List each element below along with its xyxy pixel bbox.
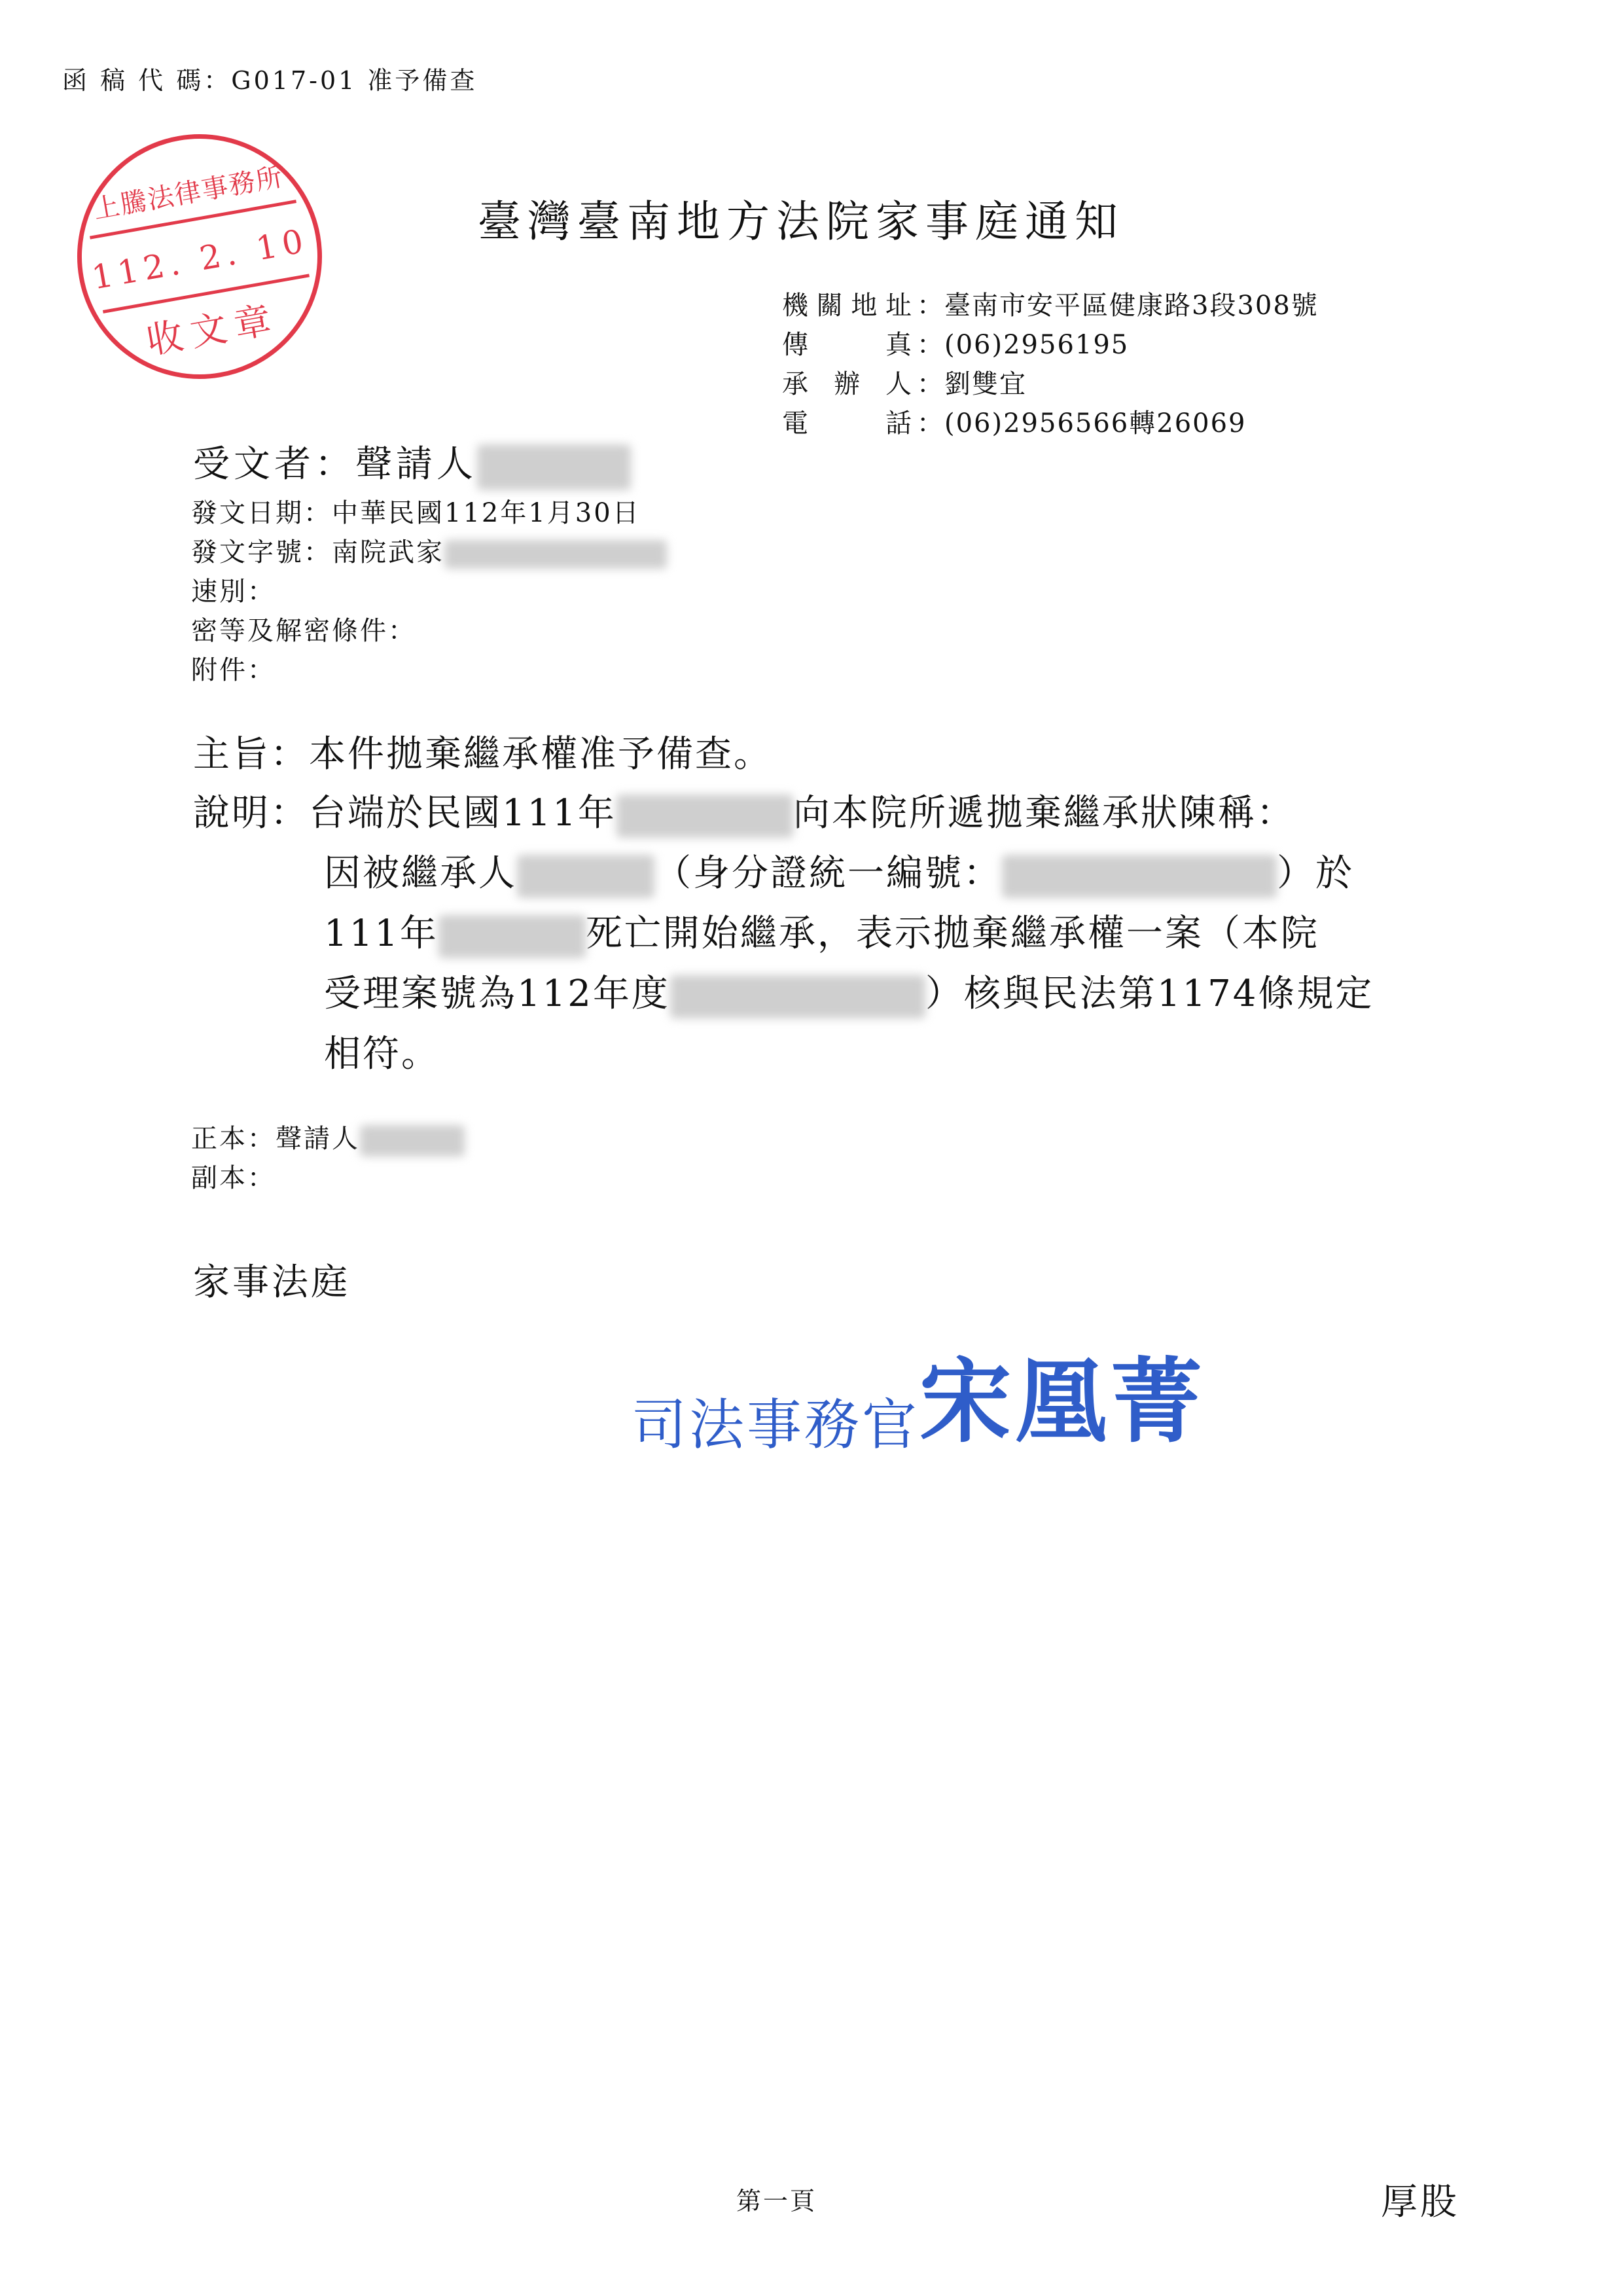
redacted-case-number	[670, 975, 925, 1018]
redacted-death-date	[438, 915, 586, 958]
secrecy: 密等及解密條件：	[191, 616, 416, 646]
signature-name: 宋凰菁	[919, 1349, 1207, 1456]
original-label: 正本：	[191, 1124, 276, 1154]
explanation-line-4	[324, 965, 1374, 1018]
copy-recipient: 副本：	[191, 1163, 276, 1193]
explanation-line-2	[324, 844, 1354, 898]
explanation-text: 因被繼承人	[324, 852, 517, 895]
redacted-original-name	[360, 1125, 465, 1157]
explanation-line-3	[324, 905, 1319, 958]
recipient	[193, 435, 631, 490]
stamp-label: 收文章	[143, 298, 282, 363]
org-fax-label: 傳真	[782, 330, 913, 360]
explanation-text: （身分證統一編號：	[654, 852, 1002, 895]
org-address: 機關地址 ：臺南市安平區健康路3段308號	[782, 285, 1319, 322]
doc-number-label: 發文字號：	[191, 537, 332, 567]
subject-label: 主旨：	[193, 733, 309, 776]
explanation-text: ）於	[1277, 852, 1354, 895]
subject-text: 本件拋棄繼承權准予備查。	[309, 733, 772, 776]
issue-date	[191, 492, 641, 529]
form-code: 函 稿 代 碼：G017-01 准予備查	[62, 66, 478, 95]
signature-role: 司法事務官	[632, 1393, 920, 1457]
redacted-date	[616, 795, 793, 838]
explanation-line-1	[193, 784, 1295, 838]
subject	[193, 725, 772, 778]
page-number: 第一頁	[736, 2187, 817, 2215]
org-handler-label: 承辦人	[782, 369, 913, 399]
received-stamp	[58, 115, 341, 398]
stamp-firm-name: 上騰法律事務所	[91, 162, 286, 225]
org-phone-value: (06)2956566轉26069	[944, 408, 1247, 439]
attachment: 附件：	[191, 655, 276, 685]
recipient-value: 聲請人	[355, 443, 477, 486]
org-address-label: 機關地址	[782, 291, 913, 321]
org-address-value: 臺南市安平區健康路3段308號	[944, 291, 1319, 321]
redacted-id-number	[1002, 855, 1277, 898]
issue-date-value: 中華民國112年1月30日	[332, 498, 641, 528]
original-recipient	[191, 1118, 465, 1157]
explanation-label: 說明：	[193, 792, 309, 834]
redacted-doc-number	[444, 540, 667, 569]
court-name: 家事法庭	[193, 1261, 350, 1304]
org-fax-value: (06)2956195	[944, 330, 1130, 360]
unit-label: 厚股	[1381, 2181, 1459, 2223]
explanation-text: ）核與民法第1174條規定	[925, 973, 1374, 1015]
redacted-name	[477, 444, 631, 490]
explanation-text: 向本院所遞拋棄繼承狀陳稱：	[793, 792, 1295, 834]
issue-date-label: 發文日期：	[191, 498, 332, 528]
org-handler-value: 劉雙宜	[944, 369, 1027, 399]
explanation-text: 死亡開始繼承，表示拋棄繼承權一案（本院	[585, 912, 1319, 955]
stamp-date: 112. 2. 10	[88, 221, 312, 297]
doc-number	[191, 531, 667, 569]
explanation-text: 111年	[324, 912, 438, 955]
signature-stamp	[632, 1329, 1206, 1460]
explanation-text: 受理案號為112年度	[324, 973, 670, 1015]
redacted-deceased-name	[517, 855, 654, 898]
org-fax: 傳真 ：(06)2956195	[782, 324, 1129, 361]
doc-number-value: 南院武家	[332, 537, 444, 567]
original-value: 聲請人	[276, 1124, 360, 1154]
recipient-label: 受文者：	[193, 443, 355, 486]
explanation-line-5: 相符。	[324, 1033, 440, 1075]
org-phone: 電話 ：(06)2956566轉26069	[782, 403, 1247, 440]
speed: 速別：	[191, 577, 276, 607]
document-title: 臺灣臺南地方法院家事庭通知	[478, 196, 1124, 247]
explanation-text: 台端於民國111年	[309, 792, 616, 834]
org-handler: 承辦人 ：劉雙宜	[782, 363, 1027, 401]
org-phone-label: 電話	[782, 408, 913, 439]
